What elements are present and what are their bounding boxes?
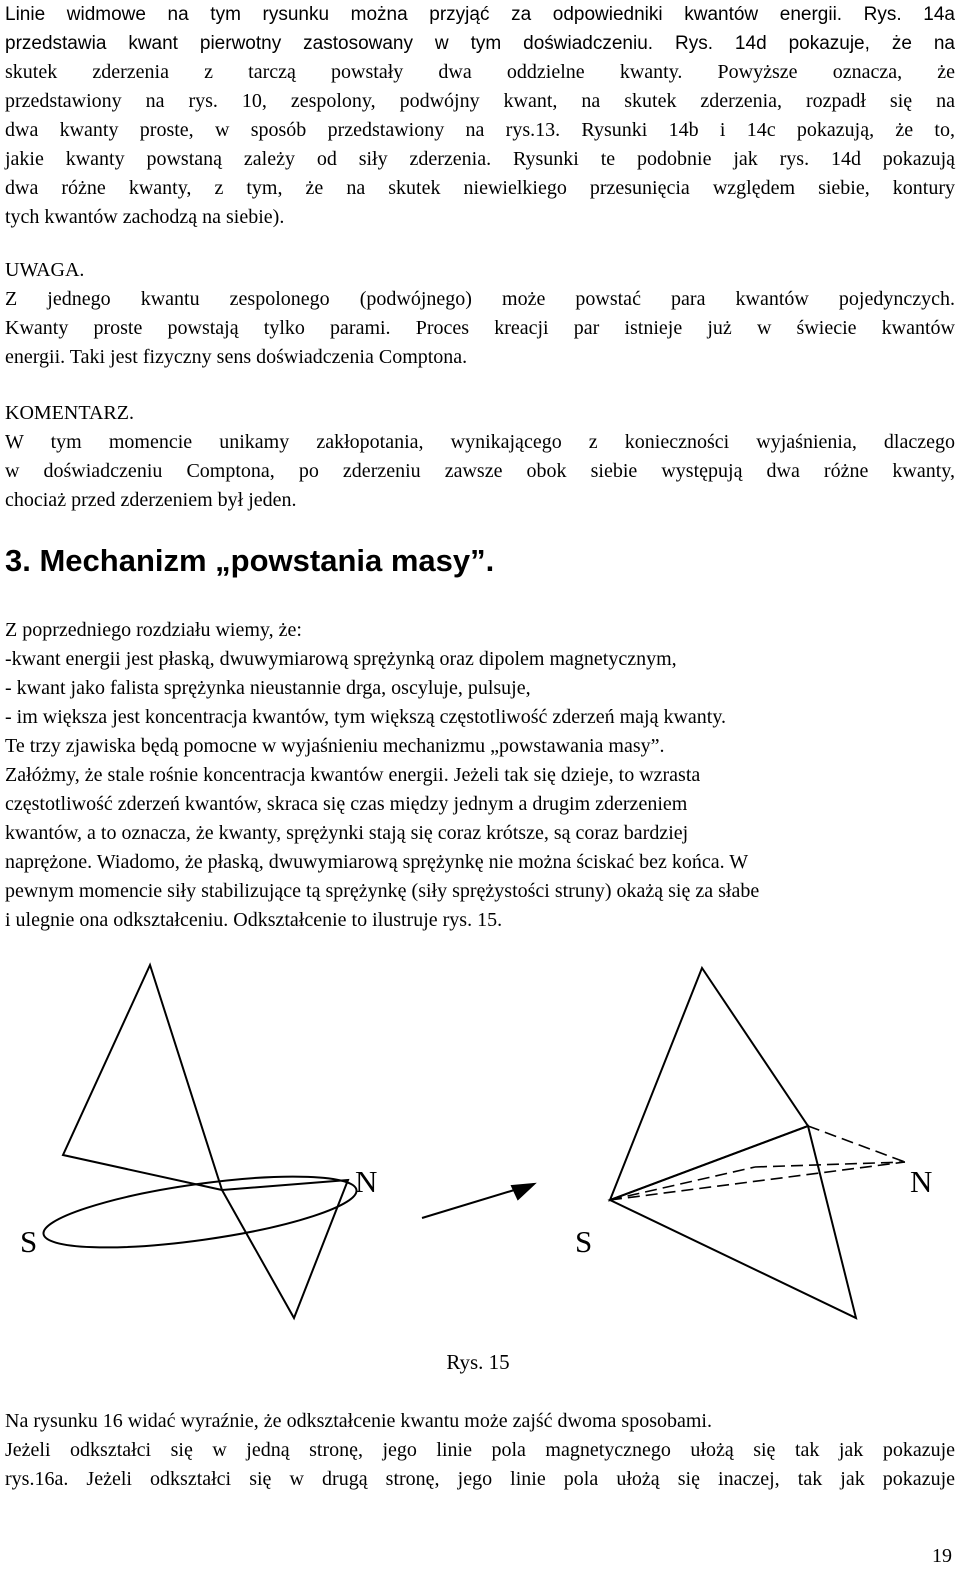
figure-15 <box>0 955 960 1335</box>
text-line: w doświadczeniu Comptona, po zderzeniu zawsze obok siebie występują dwa różne kwanty, <box>5 460 955 482</box>
section-heading: 3. Mechanizm „powstania masy”. <box>5 543 495 578</box>
text-line: chociaż przed zderzeniem był jeden. <box>5 489 297 511</box>
right-upper-triangle <box>610 968 808 1200</box>
text-line: - im większa jest koncentracja kwantów, tym większą częstotliwość zderzeń mają kwanty. <box>5 706 727 728</box>
body-paragraph <box>5 616 955 935</box>
right-dashed-line-4 <box>808 1126 905 1162</box>
text-line: naprężone. Wiadomo, że płaską, dwuwymiarową sprężynkę nie można ściskać bez końca. W <box>5 851 749 873</box>
text-line: Kwanty proste powstają tylko parami. Proces kreacji par istnieje już w świecie kwantów <box>5 317 955 339</box>
text-line: Te trzy zjawiska będą pomocne w wyjaśnieniu mechanizmu „powstawania masy”. <box>5 735 665 757</box>
text-line: dwa różne kwanty, z tym, że na skutek niewielkiego przesunięcia względem siebie, kontury <box>5 177 955 199</box>
right-n-label: N <box>910 1164 933 1199</box>
arrow-head <box>512 1184 534 1199</box>
right-s-label: S <box>575 1224 593 1259</box>
left-ring <box>40 1162 361 1261</box>
text-line: Załóżmy, że stale rośnie koncentracja kwantów energii. Jeżeli tak się dzieje, to wzrasta <box>5 764 701 786</box>
text-line: przedstawiony na rys. 10, zespolony, podwójny kwant, na skutek zderzenia, rozpadł się na <box>5 90 955 112</box>
text-line: Jeżeli odkształci się w jedną stronę, jego linie pola magnetycznego ułożą się tak jak pokazuje <box>5 1439 955 1461</box>
text-line: Z poprzedniego rozdziału wiemy, że: <box>5 619 302 641</box>
intro-paragraph <box>5 0 955 232</box>
uwaga-paragraph <box>5 256 955 372</box>
text-line: dwa kwanty proste, w sposób przedstawiony na rys.13. Rysunki 14b i 14c pokazują, że to, <box>5 119 955 141</box>
text-line: Z jednego kwantu zespolonego (podwójnego) może powstać para kwantów pojedynczych. <box>5 288 955 310</box>
left-n-label: N <box>355 1164 378 1199</box>
text-line: jakie kwanty powstaną zależy od siły zderzenia. Rysunki te podobnie jak rys. 14d pokazują <box>5 148 955 170</box>
text-line: energii. Taki jest fizyczny sens doświadczenia Comptona. <box>5 346 468 368</box>
text-line: przedstawia kwant pierwotny zastosowany w tym doświadczeniu. Rys. 14d pokazuje, że na <box>5 33 955 54</box>
text-line: W tym momencie unikamy zakłopotania, wynikającego z konieczności wyjaśnienia, dlaczego <box>5 431 955 453</box>
right-lower-triangle <box>610 1126 856 1318</box>
page-number: 19 <box>932 1545 952 1567</box>
komentarz-title: KOMENTARZ. <box>5 402 134 424</box>
left-lower-triangle <box>222 1180 348 1318</box>
text-line: - kwant jako falista sprężynka nieustannie drga, oscyluje, pulsuje, <box>5 677 531 699</box>
komentarz-paragraph <box>5 399 955 515</box>
figure-caption: Rys. 15 <box>446 1350 510 1374</box>
left-upper-triangle <box>63 965 222 1190</box>
text-line: pewnym momencie siły stabilizujące tą sprężynkę (siły sprężystości struny) okażą się za słabe <box>5 880 760 902</box>
closing-paragraph <box>5 1407 955 1494</box>
text-line: częstotliwość zderzeń kwantów, skraca się czas między jednym a drugim zderzeniem <box>5 793 688 815</box>
text-line: tych kwantów zachodzą na siebie). <box>5 206 285 228</box>
text-line: kwantów, a to oznacza, że kwanty, sprężynki stają się coraz krótsze, są coraz bardziej <box>5 822 689 844</box>
text-line: i ulegnie ona odkształceniu. Odkształcenie to ilustruje rys. 15. <box>5 909 503 931</box>
text-line: Linie widmowe na tym rysunku można przyjąć za odpowiedniki kwantów energii. Rys. 14a <box>5 4 955 25</box>
text-line: rys.16a. Jeżeli odkształci się w drugą stronę, jego linie pola ułożą się inaczej, tak jak pokazuje <box>5 1468 955 1490</box>
left-s-label: S <box>20 1224 38 1259</box>
text-line: -kwant energii jest płaską, dwuwymiarową sprężynką oraz dipolem magnetycznym, <box>5 648 677 670</box>
text-line: Na rysunku 16 widać wyraźnie, że odkształcenie kwantu może zajść dwoma sposobami. <box>5 1410 712 1432</box>
uwaga-title: UWAGA. <box>5 259 85 281</box>
text-line: skutek zderzenia z tarczą powstały dwa oddzielne kwanty. Powyższe oznacza, że <box>5 61 955 83</box>
